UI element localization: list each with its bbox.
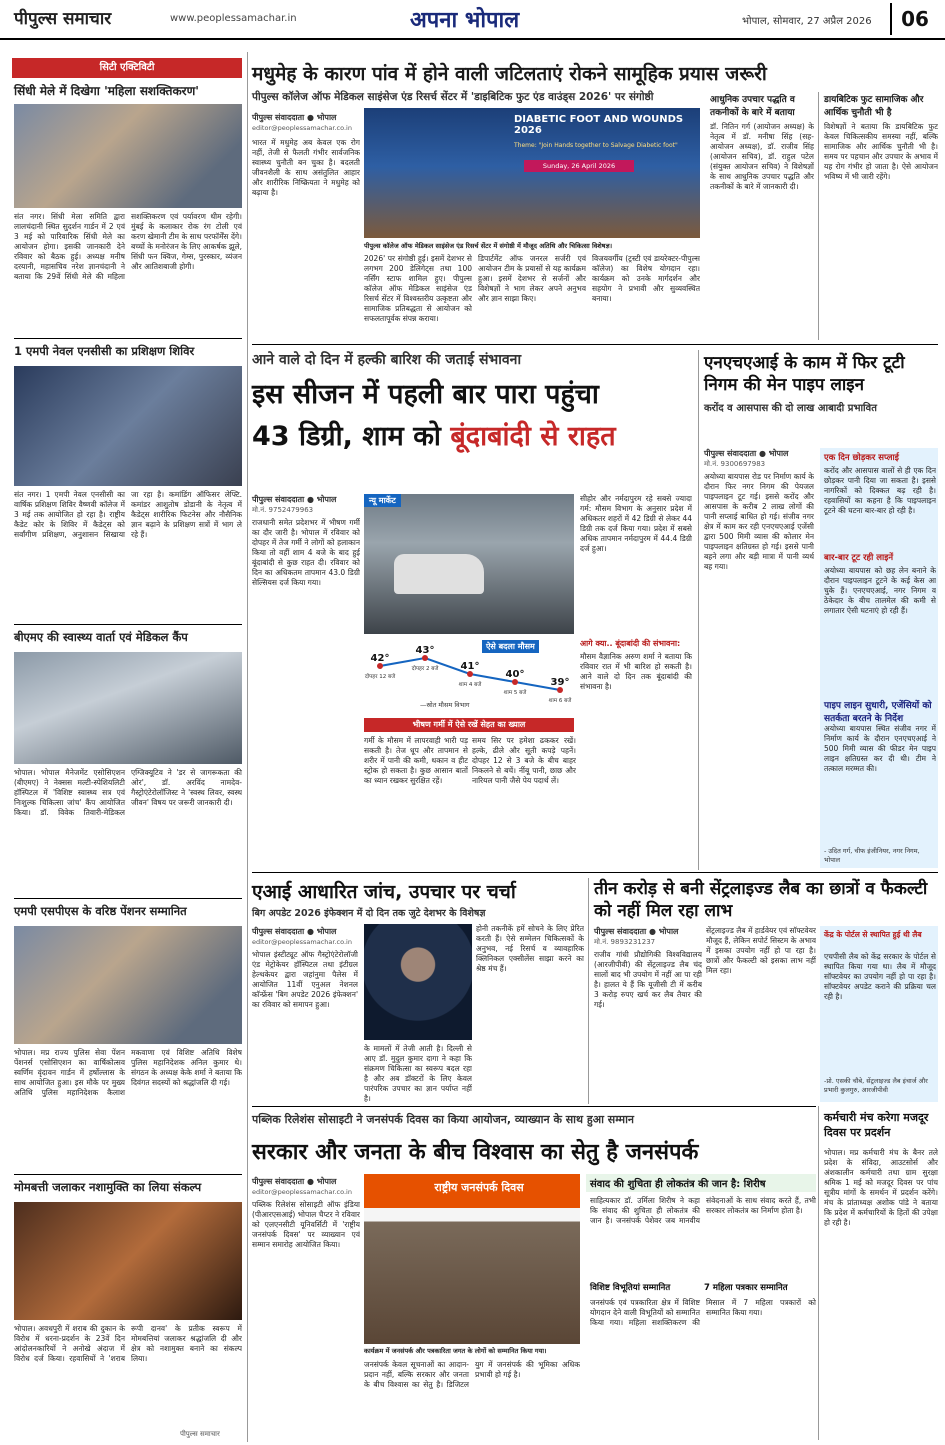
column-divider bbox=[818, 1106, 819, 1440]
temperature-label: 41° bbox=[460, 661, 480, 672]
headline-candle-march: मोमबत्ती जलाकर नशामुक्ति का लिया संकल्प bbox=[14, 1180, 202, 1194]
article-ncc-camp: संत नगर। 1 एमपी नेवल एनसीसी का वार्षिक प्रशिक्षण शिविर वैष्णवी कॉलेज में 3 मई तक आयोजित हो रहा है। राष्ट्रीय कैडेट कोर के शिविर में कैडेट्स को सर्वांगीण प्रशिक्षण, अनुशासन सिखाया जा रहा है। कमांडिंग ऑफिसर लेफ्टि. कमांडर आशुतोष डोडानी के नेतृत्व में कैडेट्स शारीरिक फिटनेस और नौसैनिक ज्ञान बढ़ाने के प्रशिक्षण सत्रों में भाग ले रहे हैं। bbox=[14, 490, 242, 539]
byline-prsi: पीपुल्स संवाददाता ● भोपाल bbox=[252, 1177, 337, 1186]
website-link[interactable]: www.peoplessamachar.in bbox=[170, 13, 297, 24]
headline-weather-highlight: बूंदाबांदी से राहत bbox=[450, 421, 616, 452]
temperature-label: 43° bbox=[415, 645, 435, 656]
quote-signature-nhai: - उदित गर्ग, चीफ इंजीनियर, नगर निगम, भोपाल bbox=[824, 847, 920, 864]
byline-lab: पीपुल्स संवाददाता ● भोपाल bbox=[594, 927, 679, 936]
health-tips-banner: भीषण गर्मी में ऐसे रखें सेहत का ख्याल bbox=[364, 718, 574, 732]
article-prsi-1: पब्लिक रिलेशंस सोसाइटी ऑफ इंडिया (पीआरएसआई) भोपाल चैप्टर ने रविवार को एलएनसीटी यूनिवर्सिटी में 'राष्ट्रीय जनसंपर्क दिवस' पर व्याख्यान एवं सम्मान समारोह आयोजित किया। bbox=[252, 1200, 360, 1249]
temperature-label: 39° bbox=[550, 677, 570, 688]
time-label: दोपहर 2 बजे bbox=[411, 666, 439, 672]
headline-pensioner-honour: एमपी एसपीएस के वरिष्ठ पेंशनर सम्मानित bbox=[14, 904, 187, 918]
article-modern-treatment: डॉ. नितिन गर्ग (आयोजन अध्यक्ष) के नेतृत्व में डॉ. मनीषा सिंह (सह-आयोजन अध्यक्ष), डॉ. राजीव सिंह (आयोजन सचिव), डॉ. राहुल पटेल (संयुक्त आयोजन सचिव) ने विशेषज्ञों के साथ आधुनिक उपचार पद्धति और तकनीकों के बारे में जानकारी दी। bbox=[710, 122, 814, 191]
divider bbox=[14, 1174, 242, 1175]
column-divider bbox=[698, 350, 699, 870]
car-shape bbox=[394, 554, 484, 594]
email-diabetes: editor@peoplessamachar.co.in bbox=[252, 124, 352, 132]
headline-ai-treatment: एआई आधारित जांच, उपचार पर चर्चा bbox=[252, 881, 516, 903]
column-divider bbox=[247, 52, 248, 1442]
kicker-weather: आने वाले दो दिन में हल्की बारिश की जताई संभावना bbox=[252, 352, 522, 368]
headline-weather-1: इस सीजन में पहली बार पारा पहुंचा bbox=[252, 379, 599, 410]
temperature-label: 42° bbox=[370, 653, 390, 664]
subhead-repeated-breaks: बार-बार टूट रही लाइनें bbox=[824, 553, 894, 563]
subhead-social-challenge: डायबिटिक फुट सामाजिक और आर्थिक चुनौती भी है bbox=[824, 95, 924, 118]
article-diabetes-1: भारत में मधुमेह अब केवल एक रोग नहीं, तेजी से फैलती गंभीर सार्वजनिक स्वास्थ्य चुनौती बन चुका है। बदलती जीवनशैली के साथ असंतुलित आहार और शारीरिक निष्क्रियता ने मधुमेह को बढ़ाया है। bbox=[252, 138, 360, 197]
article-lab-1: राजीव गांधी प्रौद्योगिकी विश्वविद्यालय (आरजीपीवी) की सेंट्रलाइज्ड लैब चंद सालों बाद भी उपयोग में नहीं आ पा रही है। हालत ये हैं कि यूजीसी टी में करीब 3 करोड़ रुपए खर्च कर लैब तैयार की गई। bbox=[594, 950, 702, 1009]
newspaper-logo: पीपुल्स समाचार bbox=[14, 9, 112, 29]
seminar-banner-date: Sunday, 26 April 2026 bbox=[524, 160, 634, 172]
headline-sindhi-mela: सिंधी मेले में दिखेगा 'महिला सशक्तिकरण' bbox=[14, 84, 199, 98]
email-ai: editor@peoplessamachar.co.in bbox=[252, 938, 352, 946]
caption-prsi: कार्यक्रम में जनसंपर्क और पत्रकारिता जगत के लोगों को सम्मानित किया गया। bbox=[364, 1347, 547, 1355]
prsi-banner: राष्ट्रीय जनसंपर्क दिवस bbox=[434, 1181, 524, 1194]
subhead-women-journalists: 7 महिला पत्रकार सम्मानित bbox=[704, 1283, 788, 1293]
time-label: शाम 6 बजे bbox=[548, 698, 572, 704]
photo-pensioner-honour bbox=[14, 926, 242, 1044]
seminar-banner-title: DIABETIC FOOT AND WOUNDS 2026 bbox=[514, 114, 684, 136]
subhead-lab-portal: केंद्र के पोर्टल से स्थापित हुई थी लैब bbox=[824, 930, 922, 939]
subhead-prsi-honour: विशिष्ट विभूतियां सम्मानित bbox=[590, 1283, 671, 1293]
article-lab-2: सेंट्रलाइज्ड लैब में हार्डवेयर एवं सॉफ्टवेयर मौजूद हैं, लेकिन सपोर्ट सिस्टम के अभाव में इसका उपयोग नहीं हो पा रहा है। छात्रों और फैकल्टी को इसका लाभ नहीं मिल रहा। bbox=[706, 926, 816, 975]
article-repeated-breaks: अयोध्या बायपास को छह लेन बनाने के दौरान पाइपलाइन टूटने के कई केस आ चुके हैं। एनएचएआई, नगर निगम व ठेकेदार के बीच तालमेल की कमी से लगातार ऐसी घटनाएं हो रही हैं। bbox=[824, 566, 936, 615]
photo-sindhi-mela bbox=[14, 104, 242, 208]
section-tag-bar bbox=[12, 58, 242, 78]
subhead-modern-treatment: आधुनिक उपचार पद्धति व तकनीकों के बारे में बताया bbox=[710, 95, 795, 118]
photo-diabetes-seminar bbox=[364, 108, 700, 238]
article-prsi-honour: जनसंपर्क एवं पत्रकारिता क्षेत्र में विशिष्ट योगदान देने वाली विभूतियों को सम्मानित किया गया। महिला सशक्तिकरण की मिसाल में 7 महिला पत्रकारों को सम्मानित किया गया। bbox=[590, 1298, 816, 1327]
headline-weather-2a: 43 डिग्री, शाम को bbox=[252, 421, 441, 452]
seminar-banner-theme: Theme: "Join Hands together to Salvage Diabetic foot" bbox=[514, 142, 678, 149]
credit-line: पीपुल्स समाचार bbox=[180, 1430, 220, 1438]
subhead-diabetes: पीपुल्स कॉलेज ऑफ मेडिकल साइंसेज एंड रिसर्च सेंटर में 'डाइबिटिक फुट एंड वाउंड्स 2026' पर संगोष्ठी bbox=[252, 91, 654, 103]
article-bma-camp: भोपाल। भोपाल मैनेजमेंट एसोसिएशन (बीएमए) ने नेक्सस मल्टी-स्पेशियलिटी हॉस्पिटल में 'विशिष्ट स्वास्थ्य सत्र एवं निःशुल्क चिकित्सा जांच' कैंप आयोजित किया। डॉ. विवेक तिवारी-मेडिकल एग्जिक्यूटिव ने 'डर से जागरूकता की ओर', डॉ. अरविंद नामदेव-गैस्ट्रोएंटेरोलॉजिस्ट ने 'स्वस्थ लिवर, स्वस्थ जीवन' विषय पर जरूरी जानकारी दी। bbox=[14, 768, 242, 817]
column-divider bbox=[588, 878, 589, 1104]
divider bbox=[14, 624, 242, 625]
photo-candle-march bbox=[14, 1202, 242, 1320]
kicker-prsi: पब्लिक रिलेशंस सोसाइटी ने जनसंपर्क दिवस का किया आयोजन, व्याख्यान के साथ हुआ सम्मान bbox=[252, 1113, 635, 1126]
headline-nhai: एनएचएआई के काम में फिर टूटी निगम की मेन पाइप लाइन bbox=[704, 353, 905, 395]
mobile-weather: मो.नं. 9752479963 bbox=[252, 506, 314, 514]
section-tag: सिटी एक्टिविटी bbox=[99, 62, 155, 73]
health-tips-mid: समय सिर पर हमेशा ढककर रखें। हल्के, ढीले और सूती कपड़े पहनें। दोपहर 12 से 3 बजे के बीच बाहर निकलने से बचें। नींबू पानी, छाछ और नारियल पानी जैसे पेय पदार्थ लें। bbox=[472, 736, 576, 785]
article-ai-2: के मामलों में तेजी आती है। दिल्ली से आए डॉ. मुदुल कुमार दागा ने कहा कि संक्रमण चिकित्सा का स्वरूप बदल रहा है और अब डॉक्टरों के लिए केवल पारंपरिक उपचार का ज्ञान पर्याप्त नहीं है। bbox=[364, 1044, 472, 1102]
article-alternate-supply: करोंद और आसपास वालों से ही एक दिन छोड़कर पानी दिया जा सकता है। इससे नागरिकों को दिक्कत बढ़ रही है। रहवासियों का कहना है कि पाइपलाइन टूटने की घटना बार-बार हो रही है। bbox=[824, 466, 936, 515]
article-weather-1: राजधानी समेत प्रदेशभर में भीषण गर्मी का दौर जारी है। भोपाल में रविवार को दोपहर में तेज गर्मी ने लोगों को हलाकान किया तो वहीं शाम 4 बजे के बाद हुई बूंदाबांदी से कुछ राहत दी। रविवार को दिन का अधिकतम तापमान 43.0 डिग्री सेल्सियस दर्ज किया गया। bbox=[252, 518, 360, 587]
headline-labour-day: कर्मचारी मंच करेगा मजदूर दिवस पर प्रदर्शन bbox=[824, 1111, 929, 1139]
mobile-lab: मो.नं. 9893231237 bbox=[594, 938, 656, 946]
article-lab-portal: एचपीसी लैब को केंद्र सरकार के पोर्टल से स्थापित किया गया था। लैब में मौजूद सॉफ्टवेयर का उपयोग नहीं हो पा रहा है। सॉफ्टवेयर अपडेट कराने की प्रक्रिया चल रही है। bbox=[824, 952, 936, 1001]
article-pensioner-honour: भोपाल। मप्र राज्य पुलिस सेवा पेंशन पेंशनर्स एसोसिएशन का वार्षिकोत्सव स्वर्णिम वृंदावन गार्डन में हर्षोल्लास के साथ आयोजित हुआ। इस मौके पर मुख्य अतिथि पुलिस महानिदेशक कैलाश मकवाणा एवं विशिष्ट अतिथि विशेष पुलिस महानिदेशक अनिल कुमार थे। संगठन के अध्यक्ष केके शर्मा ने बताया कि दिवंगत सदस्यों को श्रद्धांजलि दी गई। bbox=[14, 1048, 242, 1097]
article-diabetes-2: 2026' पर संगोष्ठी हुई। इसमें देशभर से लगभग 200 डेलिगेट्स तथा 100 नर्सिंग स्टाफ शामिल हुए। पीपुल्स कॉलेज ऑफ मेडिकल साइंसेज एंड रिसर्च सेंटर में विश्वस्तरीय उत्कृष्टता और सामाजिक प्रतिबद्धता से आयोजन को सफलतापूर्वक संपन्न कराया। bbox=[364, 254, 472, 323]
section-title: अपना भोपाल bbox=[410, 8, 520, 33]
photo-ai-speaker bbox=[364, 924, 472, 1040]
divider bbox=[14, 898, 242, 899]
article-prsi-2: जनसंपर्क केवल सूचनाओं का आदान-प्रदान नहीं, बल्कि सरकार और जनता के बीच विश्वास का सेतु है। डिजिटल युग में जनसंपर्क की भूमिका अधिक प्रभावी हो गई है। bbox=[364, 1360, 580, 1389]
article-diabetes-4: विजयवर्गीय (ट्रस्टी एवं डायरेक्टर-पीपुल्स कॉलेज) का विशेष योगदान रहा। कार्यक्रम को उनके मार्गदर्शन और सहयोग ने प्रभावी और सुव्यवस्थित बनाया। bbox=[592, 254, 700, 303]
temperature-label: 40° bbox=[505, 669, 525, 680]
article-weather-3: मौसम वैज्ञानिक अरुण शर्मा ने बताया कि रविवार रात में भी बारिश हो सकती है। आने वाले दो दिन तक बूंदाबांदी की संभावना है। bbox=[580, 652, 692, 691]
time-label: दोपहर 12 बजे bbox=[364, 674, 396, 680]
byline-diabetes: पीपुल्स संवाददाता ● भोपाल bbox=[252, 113, 337, 122]
article-sindhi-mela: संत नगर। सिंधी मेला समिति द्वारा लालचंदानी स्थित सुदर्शन गार्डन में 2 एवं 3 मई को पारिवारिक सिंधी मेले का आयोजन होगा। इसकी जानकारी देने रविवार को बैठक हुई। अध्यक्ष मनीष दरयानी, महासचिव नरेश ज्ञानचंदानी ने बताया कि 29वें सिंधी मेले की महिला सशक्तिकरण एवं पर्यावरण थीम रहेगी। मुंबई के कलाकार रोक रंग टोली एवं करण खेमानी टीम के साथ परफॉर्मेंस देंगे। बच्चों के मनोरंजन के लिए आकर्षक झूले, सिंधी फन क्विज, गेम्स, पुरस्कार, व्यंजन और आतिशबाजी होगी। bbox=[14, 212, 242, 281]
health-tips-left: गर्मी के मौसम में लापरवाही भारी पड़ सकती है। तेज धूप और तापमान से शरीर में पानी की कमी, थकान व हीट स्ट्रोक हो सकता है। कुछ आसान बातों का ध्यान रखकर सुरक्षित रहें। bbox=[364, 736, 468, 785]
byline-weather: पीपुल्स संवाददाता ● भोपाल bbox=[252, 495, 337, 504]
photo-prsi-event bbox=[364, 1174, 580, 1344]
article-prsi-dialogue: साहित्यकार डॉ. उर्मिला शिरीष ने कहा कि संवाद की शुचिता ही लोकतंत्र की जान है। जनसंपर्क पेशेवर जब मानवीय संवेदनाओं के साथ संवाद करते हैं, तभी सरकार लोकतंत्र का निर्माण होता है। bbox=[590, 1196, 816, 1225]
subhead-ai-treatment: बिग अपडेट 2026 इंफेक्शन में दो दिन तक जुटे देशभर के विशेषज्ञ bbox=[252, 908, 486, 919]
chart-title: ऐसे बदला मौसम bbox=[482, 640, 539, 653]
chart-source: —स्रोत मौसम विभाग bbox=[420, 701, 470, 709]
subhead-alternate-supply: एक दिन छोड़कर सप्लाई bbox=[824, 453, 899, 463]
headline-central-lab: तीन करोड़ से बनी सेंट्रलाइज्ड लैब का छात्रों व फैकल्टी को नहीं मिल रहा लाभ bbox=[594, 879, 928, 921]
article-labour-day: भोपाल। मप्र कर्मचारी मंच के बैनर तले प्रदेश के संविदा, आउटसोर्स और अंशकालीन कर्मचारी तथा ग्राम सुरक्षा श्रमिक 1 मई को मजदूर दिवस पर पांच सूत्रीय मांगों के समर्थन में प्रदर्शन करेंगे। मंच के प्रांताध्यक्ष अशोक पांडे ने बताया कि प्रदेश में कर्मचारियों के हितों की उपेक्षा हो रही है। bbox=[824, 1148, 938, 1227]
article-pipeline-repaired: अयोध्या बायपास स्थित संजीव नगर में निर्माण कार्य के दौरान एनएचएआई ने 500 मिमी व्यास की फीडर मेन पाइप लाइन क्षतिग्रस्त कर दी थी। टीम ने तत्काल मरम्मत की। bbox=[824, 724, 936, 773]
headline-weather-2 bbox=[252, 420, 692, 454]
headline-bma-camp: बीएमए की स्वास्थ्य वार्ता एवं मेडिकल कैंप bbox=[14, 630, 188, 644]
byline-nhai: पीपुल्स संवाददाता ● भोपाल bbox=[704, 449, 789, 458]
photo-bma-camp bbox=[14, 652, 242, 764]
article-nhai: अयोध्या बायपास रोड पर निर्माण कार्य के दौरान फिर नगर निगम की पेयजल पाइपलाइन टूट गई। इससे करोंद और आसपास के करीब 2 लाख लोगों की पानी सप्लाई बाधित हो गई। संजीव नगर क्षेत्र में काम कर रही एनएचएआई एजेंसी द्वारा 500 मिमी व्यास की कोलार मेन पाइपलाइन क्षतिग्रस्त हो गई। इससे पानी बहने लगा और बड़ी मात्रा में पानी व्यर्थ बह गया। bbox=[704, 472, 814, 571]
quote-signature-lab: -प्रो. एसकी चौबे, सेंट्रलाइज्ड लैब इंचार्ज और प्रभारी कुलगुरु, आरजीपीवी bbox=[824, 1077, 928, 1094]
divider bbox=[252, 1106, 816, 1107]
photo-ncc-camp bbox=[14, 366, 242, 486]
article-candle-march: भोपाल। अवधपुरी में शराब की दुकान के विरोध में धरना-प्रदर्शन के 23वें दिन आंदोलनकारियों ने अनोखे अंदाज में विरोध दर्ज किया। रहवासियों ने 'शराब रूपी दानव' के प्रतीक स्वरूप में मोमबत्तियां जलाकर श्रद्धांजलि दी और क्षेत्र को नशामुक्त बनाने का संकल्प लिया। bbox=[14, 1324, 242, 1363]
time-label: शाम 4 बजे bbox=[458, 682, 482, 688]
page-number: 06 bbox=[890, 3, 938, 35]
subhead-nhai: करोंद व आसपास की दो लाख आबादी प्रभावित bbox=[704, 403, 877, 414]
time-label: शाम 5 बजे bbox=[503, 690, 527, 696]
headline-prsi: सरकार और जनता के बीच विश्वास का सेतु है जनसंपर्क bbox=[252, 1140, 699, 1165]
headline-diabetes: मधुमेह के कारण पांव में होने वाली जटिलताएं रोकने सामूहिक प्रयास जरूरी bbox=[252, 63, 767, 85]
mobile-nhai: मो.नं. 9300697983 bbox=[704, 460, 766, 468]
divider bbox=[252, 872, 938, 873]
byline-ai: पीपुल्स संवाददाता ● भोपाल bbox=[252, 927, 337, 936]
article-weather-2: सीहोर और नर्मदापुरम रहे सबसे ज्यादा गर्म: मौसम विभाग के अनुसार प्रदेश में अधिकतर शहरों में 42 डिग्री से लेकर 44 डिग्री तक दर्ज किया गया। प्रदेश में सबसे अधिक तापमान नर्मदापुरम में 44.4 डिग्री दर्ज हुआ। bbox=[580, 494, 692, 553]
caption-diabetes: पीपुल्स कॉलेज ऑफ मेडिकल साइंसेज एंड रिसर्च सेंटर में संगोष्ठी में मौजूद अतिथि और चिकित्सा विशेषज्ञ। bbox=[364, 242, 613, 250]
column-divider bbox=[818, 92, 819, 340]
subhead-pipeline-repaired: पाइप लाइन सुधारी, एजेंसियों को सतर्कता बरतने के निर्देश bbox=[824, 701, 932, 724]
masthead bbox=[0, 0, 945, 40]
article-diabetes-3: डिपार्टमेंट ऑफ जनरल सर्जरी एवं आयोजन टीम के प्रयासों से यह कार्यक्रम हुआ। इसमें देशभर से सर्जनों और विशेषज्ञों ने भाग लेकर अपने अनुभव और ज्ञान साझा किए। bbox=[478, 254, 586, 303]
photo-tag: न्यू मार्केट bbox=[364, 494, 401, 507]
issue-date: भोपाल, सोमवार, 27 अप्रैल 2026 bbox=[742, 16, 872, 27]
headline-ncc-camp: 1 एमपी नेवल एनसीसी का प्रशिक्षण शिविर bbox=[14, 344, 195, 358]
divider bbox=[14, 338, 242, 339]
subhead-prsi-dialogue: संवाद की शुचिता ही लोकतंत्र की जान है: शिरीष bbox=[590, 1179, 766, 1190]
article-ai-1: भोपाल इंस्टीट्यूट ऑफ गैस्ट्रोएंटेरोलॉजी एंड मेट्रोकेयर हॉस्पिटल तथा इंटीग्रल हेल्थकेयर द्वारा जहांनुमा पैलेस में आयोजित 11वीं एनुअल नेशनल कॉन्फ्रेंस 'बिग अपडेट 2026 इंफेक्शन' का रविवार को समापन हुआ। bbox=[252, 950, 358, 1009]
email-prsi: editor@peoplessamachar.co.in bbox=[252, 1188, 352, 1196]
article-ai-3: होनी तकनीकें हमें सोचने के लिए प्रेरित करती हैं। ऐसे सम्मेलन चिकित्सकों के अनुभव, नई रिसर्च व व्यावहारिक क्लिनिकल एक्सीलेंस साझा करने का श्रेष्ठ मंच हैं। bbox=[476, 924, 584, 973]
article-social-challenge: विशेषज्ञों ने बताया कि डायबिटिक फुट केवल चिकित्सकीय समस्या नहीं, बल्कि सामाजिक और आर्थिक चुनौती भी है। समय पर पहचान और उपचार के अभाव में यह रोग गंभीर हो जाता है। ऐसे आयोजन भविष्य में भी जारी रहेंगे। bbox=[824, 122, 938, 181]
photo-rain-new-market bbox=[364, 494, 574, 634]
divider bbox=[252, 344, 938, 345]
subhead-weather-outlook: आगे क्या.. बूंदाबांदी की संभावना: bbox=[580, 639, 681, 648]
